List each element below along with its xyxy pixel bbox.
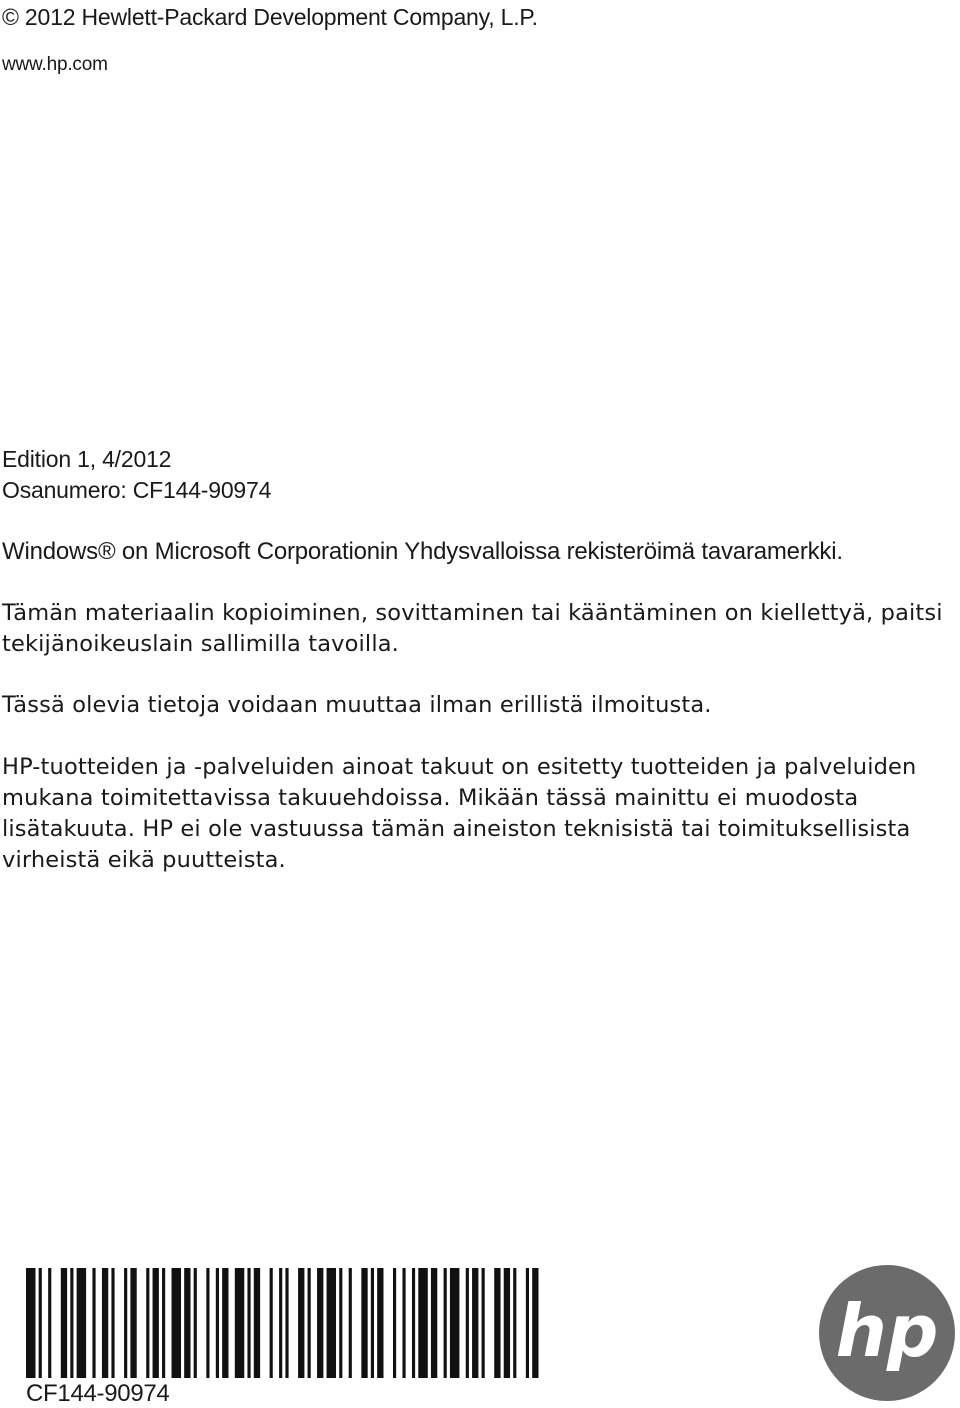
barcode-bar: [111, 1268, 114, 1378]
change-notice: Tässä olevia tietoja voidaan muuttaa ilman erillistä ilmoitusta.: [2, 692, 712, 718]
barcode-bar: [308, 1268, 311, 1378]
barcode-bar: [162, 1268, 165, 1378]
barcode-bar: [184, 1268, 190, 1378]
part-number-line: Osanumero: CF144-90974: [2, 477, 272, 503]
barcode-bar: [153, 1268, 159, 1378]
barcode-bar: [77, 1268, 86, 1378]
barcode-bar: [418, 1268, 427, 1378]
warranty-notice-line: virheistä eikä puutteista.: [2, 847, 286, 873]
barcode-bar: [216, 1268, 219, 1378]
warranty-notice-line: mukana toimitettavissa takuuehdoissa. Mikään tässä mainittu ei muodosta: [2, 785, 859, 811]
barcode-bar: [532, 1268, 538, 1378]
warranty-notice-line: HP-tuotteiden ja -palveluiden ainoat takuut on esitetty tuotteiden ja palveluiden: [2, 754, 917, 780]
barcode-bar: [482, 1268, 485, 1378]
edition-line: Edition 1, 4/2012: [2, 446, 172, 472]
barcode-bar: [70, 1268, 73, 1378]
barcode-bar: [431, 1268, 437, 1378]
barcode-bar: [61, 1268, 67, 1378]
barcode-bar: [222, 1268, 228, 1378]
barcode-bar: [48, 1268, 51, 1378]
barcode-bar: [513, 1268, 516, 1378]
barcode-bar: [194, 1268, 197, 1378]
barcode-bar: [339, 1268, 342, 1378]
barcode-bar: [146, 1268, 149, 1378]
barcode-bar: [526, 1268, 529, 1378]
barcode-bar: [466, 1268, 469, 1378]
barcode-bar: [270, 1268, 273, 1378]
barcode: [26, 1268, 548, 1378]
barcode-bar: [327, 1268, 336, 1378]
barcode-bar: [412, 1268, 415, 1378]
barcode-bar: [285, 1268, 288, 1378]
barcode-bar: [361, 1268, 367, 1378]
barcode-bar: [444, 1268, 447, 1378]
barcode-bar: [450, 1268, 459, 1378]
barcode-bar: [402, 1268, 405, 1378]
copyright-notice: © 2012 Hewlett-Packard Development Company, L.P.: [2, 4, 538, 30]
barcode-bar: [172, 1268, 181, 1378]
barcode-bar: [504, 1268, 510, 1378]
barcode-bar: [206, 1268, 209, 1378]
barcode-bar: [235, 1268, 244, 1378]
warranty-notice-line: lisätakuuta. HP ei ole vastuussa tämän aineiston teknisistä tai toimituksellisista: [2, 816, 911, 842]
barcode-bar: [377, 1268, 383, 1378]
barcode-bar: [247, 1268, 250, 1378]
barcode-bar: [124, 1268, 127, 1378]
barcode-bar: [317, 1268, 323, 1378]
barcode-bar: [130, 1268, 136, 1378]
barcode-bar: [371, 1268, 374, 1378]
barcode-bar: [279, 1268, 282, 1378]
barcode-bar: [472, 1268, 478, 1378]
trademark-notice: Windows® on Microsoft Corporationin Yhdysvalloissa rekisteröimä tavaramerkki.: [2, 538, 843, 565]
barcode-bar: [102, 1268, 108, 1378]
hp-logo-text: hp: [835, 1289, 939, 1373]
website-link[interactable]: www.hp.com: [2, 54, 108, 75]
copying-notice-line: Tämän materiaalin kopioiminen, sovittaminen tai kääntäminen on kiellettyä, paitsi: [2, 600, 943, 626]
copying-notice-line: tekijänoikeuslain sallimilla tavoilla.: [2, 631, 399, 657]
barcode-bar: [39, 1268, 42, 1378]
hp-logo: [818, 1264, 956, 1402]
barcode-bar: [494, 1268, 500, 1378]
barcode-bar: [349, 1268, 352, 1378]
barcode-bar: [298, 1268, 304, 1378]
barcode-bar: [26, 1268, 35, 1378]
barcode-label: CF144-90974: [26, 1380, 170, 1407]
barcode-bar: [254, 1268, 260, 1378]
barcode-bar: [92, 1268, 95, 1378]
barcode-bar: [393, 1268, 396, 1378]
